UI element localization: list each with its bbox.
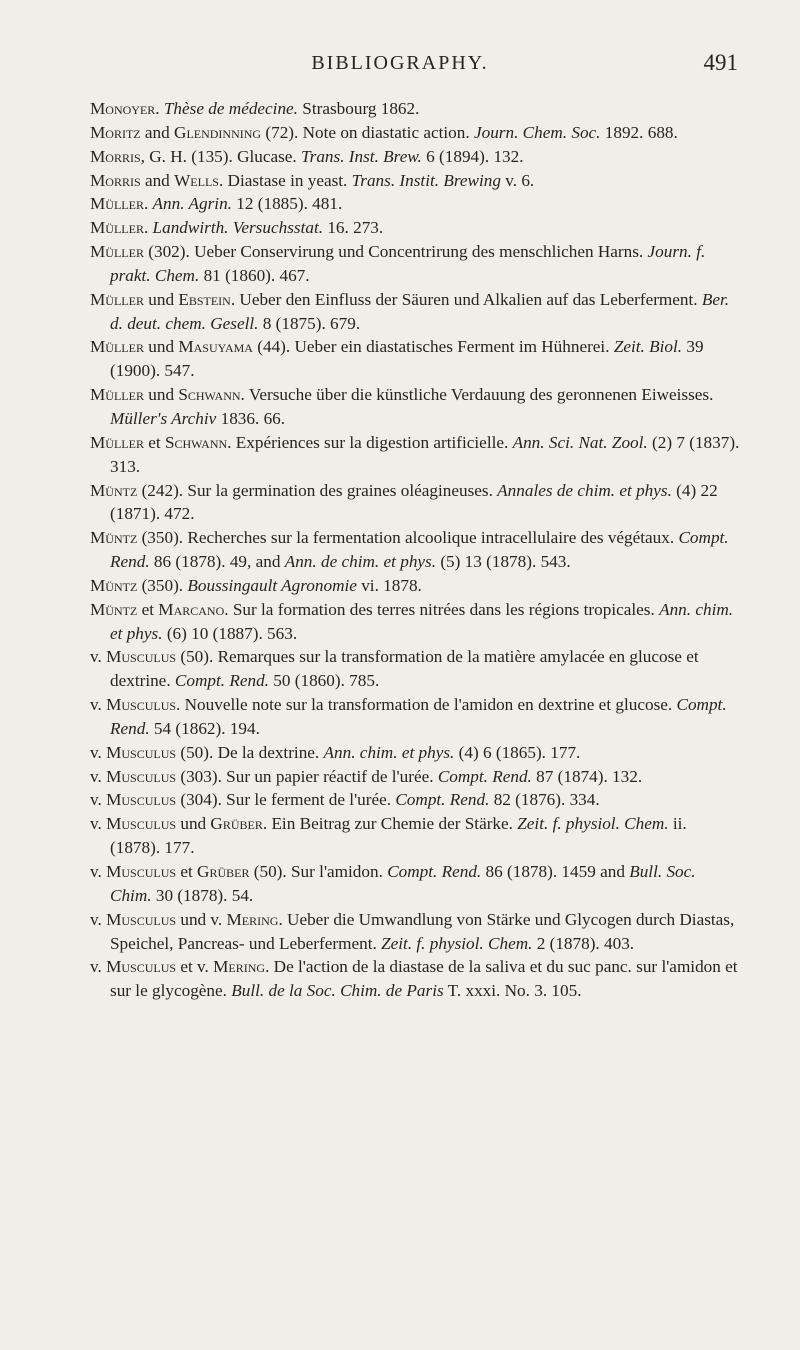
publication-title: Ann. chim. et phys. — [323, 742, 455, 762]
bibliography-entry — [90, 645, 740, 693]
author-name: Moritz — [90, 122, 141, 142]
entry-text: 81 (1860). 467. — [199, 265, 310, 285]
publication-title: Journ. f. prakt. Chem. — [110, 242, 706, 285]
bibliography-entry — [90, 574, 740, 598]
entry-text: (304). Sur le ferment de l'urée. — [176, 790, 396, 810]
entry-text: and — [140, 122, 175, 142]
entry-text: and — [140, 170, 175, 190]
entry-text: Ueber den Einfluss der Säuren und Alkalien auf das Leberferment. — [235, 289, 702, 309]
entry-text: Versuche über die künstliche Verdauung des geronnenen Eiweisses. — [244, 385, 714, 405]
entry-text: (44). Ueber ein diastatisches Ferment im Hühnerei. — [252, 337, 614, 357]
author-name: Monoyer. — [90, 99, 160, 118]
bibliography-entry — [90, 383, 740, 431]
entry-text: 2 (1878). 403. — [532, 933, 635, 953]
bibliography-entry — [90, 121, 740, 145]
entry-text: (50). Remarques sur la transformation de la matière amylacée en glucose et dextrine. — [110, 647, 699, 691]
author-name: Morris, — [90, 146, 145, 166]
entry-text: (350). Recherches sur la fermentation alcoolique intracellulaire des végétaux. — [137, 528, 679, 548]
author-name: Grüber. — [210, 814, 268, 834]
publication-title: Ann. Sci. Nat. Zool. — [512, 432, 648, 452]
publication-title: Trans. Inst. Brew. — [301, 146, 422, 166]
entry-text: (50). De la dextrine. — [176, 742, 324, 762]
entry-text: Nouvelle note sur la transformation de l'amidon en dextrine et glucose. — [180, 695, 677, 715]
bibliography-entry — [90, 955, 740, 1003]
author-name: Schwann. — [164, 432, 232, 452]
entry-text: v. — [90, 862, 107, 881]
bibliography-entry — [90, 479, 740, 527]
bibliography-entry — [90, 788, 740, 812]
entry-text: 1836. 66. — [216, 408, 286, 428]
author-name: Mering. — [226, 909, 283, 929]
author-name: Musculus — [106, 742, 177, 762]
entry-text: G. H. (135). Glucase. — [144, 146, 302, 166]
entry-text: vi. 1878. — [356, 575, 422, 595]
entry-text: et v. — [176, 957, 214, 977]
bibliography-entry — [90, 192, 740, 216]
bibliography-entry — [90, 526, 740, 574]
entry-text: v. — [90, 695, 107, 715]
entry-text: et — [137, 599, 159, 619]
publication-title: Landwirth. Versuchsstat. — [152, 218, 324, 238]
author-name: Morris — [90, 170, 141, 190]
bibliography-entry — [90, 741, 740, 765]
running-title: BIBLIOGRAPHY. — [311, 52, 489, 74]
author-name: Müller. — [90, 194, 149, 214]
running-header — [0, 50, 800, 80]
entry-text: (350). — [137, 575, 188, 595]
entry-text: et — [176, 862, 198, 881]
entry-text: v. — [90, 814, 107, 834]
author-name: Grüber — [197, 862, 250, 881]
entry-text: Diastase in yeast. — [223, 170, 352, 190]
author-name: Musculus — [106, 814, 177, 834]
publication-title: Ann. Agrin. — [152, 194, 232, 214]
entry-text: und — [143, 337, 179, 357]
entry-text: (5) 13 (1878). 543. — [436, 552, 571, 572]
publication-title: Compt. Rend. — [395, 790, 490, 810]
author-name: Müller — [90, 385, 144, 405]
author-name: Musculus — [106, 766, 177, 786]
publication-title: Trans. Instit. Brewing — [351, 170, 501, 190]
author-name: Müntz — [90, 480, 138, 500]
bibliography-entry — [90, 97, 740, 121]
entry-text: 86 (1878). 1459 and — [481, 862, 630, 881]
bibliography-entry — [90, 288, 740, 336]
author-name: Musculus. — [106, 695, 181, 715]
entry-text: v. — [90, 957, 107, 977]
bibliography-entry — [90, 908, 740, 956]
entry-text: T. xxxi. No. 3. 105. — [443, 981, 582, 1001]
publication-title: Compt. Rend. — [174, 671, 269, 691]
bibliography-entry — [90, 216, 740, 240]
entry-text: 54 (1862). 194. — [149, 718, 260, 738]
author-name: Masuyama — [178, 337, 253, 357]
bibliography-entry — [90, 812, 740, 860]
entry-text: (2) 7 (1837). 313. — [110, 432, 740, 476]
entry-text: 86 (1878). 49, and — [149, 552, 285, 572]
entry-text: 82 (1876). 334. — [489, 790, 600, 810]
publication-title: Bull. de la Soc. Chim. de Paris — [231, 981, 444, 1001]
publication-title: Annales de chim. et phys. — [497, 480, 672, 500]
bibliography-entry — [90, 431, 740, 479]
entry-text: 50 (1860). 785. — [268, 671, 380, 691]
entry-text: und v. — [176, 909, 227, 929]
publication-title: Compt. Rend. — [110, 695, 727, 738]
bibliography-entry — [90, 598, 740, 646]
page-number: 491 — [703, 50, 738, 75]
bibliography-entry — [90, 335, 740, 383]
publication-title: Compt. Rend. — [110, 528, 729, 572]
author-name: Müntz — [90, 575, 138, 595]
publication-title: Journ. Chem. Soc. — [473, 122, 601, 142]
entry-text: v. — [90, 790, 107, 810]
entry-text: Ueber die Umwandlung von Stärke und Glycogen durch Diastas, Speichel, Pancreas- und Leberferment. — [110, 909, 735, 953]
author-name: Ebstein. — [178, 289, 236, 309]
bibliography-entry — [90, 860, 740, 908]
author-name: Musculus — [106, 909, 177, 929]
bibliography-entry — [90, 145, 740, 169]
entry-text: (50). Sur l'amidon. — [249, 862, 388, 881]
author-name: Müntz — [90, 528, 138, 548]
entry-text: v. 6. — [500, 170, 535, 190]
entry-text: De l'action de la diastase de la saliva et du suc panc. sur l'amidon et sur le glycogène. — [110, 957, 738, 1001]
entry-text: v. — [90, 647, 107, 667]
publication-title: Thèse de médecine. — [163, 99, 298, 118]
author-name: Musculus — [106, 862, 177, 881]
entry-text: Ein Beitrag zur Chemie der Stärke. — [267, 814, 518, 834]
entry-text: 1892. 688. — [600, 122, 678, 142]
entry-text: und — [176, 814, 211, 834]
entry-text: 30 (1878). 54. — [151, 885, 254, 905]
author-name: Musculus — [106, 790, 177, 810]
author-name: Müntz — [90, 599, 138, 619]
author-name: Müller — [90, 337, 144, 357]
entry-text: Expériences sur la digestion artificielle. — [231, 432, 513, 452]
publication-title: Ann. de chim. et phys. — [284, 552, 437, 572]
entry-text: 87 (1874). 132. — [531, 766, 643, 786]
entry-text: 39 (1900). 547. — [110, 337, 704, 381]
entry-text: (302). Ueber Conservirung und Concentrirung des menschlichen Harns. — [143, 242, 648, 262]
author-name: Wells. — [174, 170, 224, 190]
entry-text: (242). Sur la germination des graines oléagineuses. — [137, 480, 498, 500]
entry-text: (72). Note on diastatic action. — [261, 122, 474, 142]
entry-text: 8 (1875). 679. — [258, 313, 361, 333]
publication-title: Ann. chim. et phys. — [110, 599, 734, 643]
author-name: Müller. — [90, 218, 149, 238]
publication-title: Zeit. Biol. — [613, 337, 683, 357]
entry-text: v. — [90, 742, 107, 762]
entry-text: v. — [90, 766, 107, 786]
entry-text: ii. (1878). 177. — [110, 814, 687, 858]
bibliography-entry — [90, 169, 740, 193]
publication-title: Compt. Rend. — [387, 862, 482, 881]
entry-text: v. — [90, 909, 107, 929]
entry-text: Strasbourg 1862. — [297, 99, 420, 118]
entry-text: (4) 22 (1871). 472. — [110, 480, 718, 524]
publication-title: Ber. d. deut. chem. Gesell. — [110, 289, 730, 333]
entry-text: et — [143, 432, 165, 452]
entry-text: 16. 273. — [323, 218, 384, 238]
author-name: Mering. — [213, 957, 270, 977]
entry-text: und — [143, 385, 179, 405]
publication-title: Bull. Soc. Chim. — [110, 862, 696, 905]
author-name: Schwann. — [178, 385, 245, 405]
entry-text: und — [143, 289, 179, 309]
publication-title: Müller's Archiv — [110, 408, 217, 428]
entry-text: 6 (1894). 132. — [421, 146, 524, 166]
entry-text: Sur la formation des terres nitrées dans les régions tropicales. — [228, 599, 660, 619]
author-name: Musculus — [106, 957, 177, 977]
author-name: Müller — [90, 432, 144, 452]
bibliography-entry — [90, 765, 740, 789]
author-name: Musculus — [106, 647, 177, 667]
entry-text: 12 (1885). 481. — [231, 194, 343, 214]
author-name: Müller — [90, 242, 144, 262]
publication-title: Zeit. f. physiol. Chem. — [381, 933, 533, 953]
author-name: Müller — [90, 289, 144, 309]
bibliography-entry — [90, 240, 740, 288]
publication-title: Zeit. f. physiol. Chem. — [517, 814, 669, 834]
publication-title: Boussingault Agronomie — [187, 575, 357, 595]
entry-text: (6) 10 (1887). 563. — [162, 623, 298, 643]
entry-text: (303). Sur un papier réactif de l'urée. — [176, 766, 438, 786]
bibliography-list — [90, 97, 740, 1003]
publication-title: Compt. Rend. — [437, 766, 532, 786]
entry-text: (4) 6 (1865). 177. — [454, 742, 581, 762]
bibliography-entry — [90, 693, 740, 741]
author-name: Marcano. — [158, 599, 229, 619]
author-name: Glendinning — [174, 122, 262, 142]
